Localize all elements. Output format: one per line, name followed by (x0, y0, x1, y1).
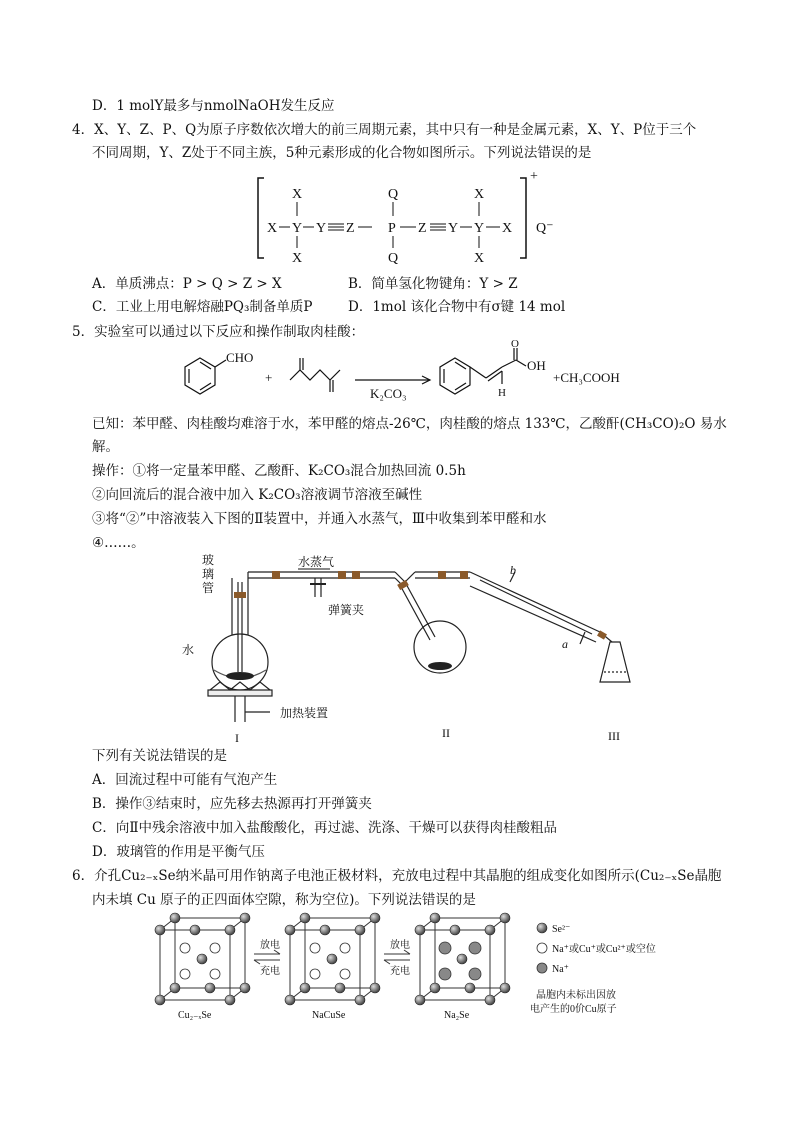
q4-stem-line2: 不同周期，Y、Z处于不同主族，5种元素形成的化合物如图所示。下列说法错误的是 (92, 145, 592, 161)
q5-stem: 5．实验室可以通过以下反应和操作制取肉桂酸： (72, 324, 365, 340)
q4-option-a: A．单质沸点：P > Q > Z > X (92, 276, 282, 292)
svg-text:水蒸气: 水蒸气 (298, 555, 335, 569)
svg-text:O: O (511, 340, 519, 350)
q6-stem-line1: 6．介孔Cu₂₋ₓSe纳米晶可用作钠离子电池正极材料，充放电过程中其晶胞的组成变化如图所示(Cu₂₋ₓSe晶胞 (72, 868, 722, 884)
svg-text:Cu₂₋ₓSe: Cu₂₋ₓSe (178, 1010, 212, 1021)
svg-text:弹簧夹: 弹簧夹 (328, 603, 365, 617)
q4-option-b: B．简单氢化物键角：Y > Z (348, 276, 518, 292)
svg-text:加热装置: 加热装置 (280, 706, 329, 720)
q5-apparatus-diagram (180, 552, 650, 747)
q4-anion: Q⁻ (536, 221, 554, 236)
q6-stem-line2: 内未填 Cu 原子的正四面体空隙，称为空位)。下列说法错误的是 (92, 892, 476, 908)
q5-op4: ④……。 (92, 535, 145, 551)
q5-question: 下列有关说法错误的是 (92, 748, 227, 764)
svg-text:NaCuSe: NaCuSe (312, 1010, 346, 1021)
svg-text:电产生的0价Cu原子: 电产生的0价Cu原子 (530, 1004, 617, 1015)
q3-option-d: D．1 molY最多与nmolNaOH发生反应 (92, 98, 335, 114)
q4-structure-formula (250, 168, 570, 268)
svg-text:Se²⁻: Se²⁻ (552, 924, 571, 935)
svg-text:Y: Y (448, 221, 459, 236)
q4-stem-line1: 4．X、Y、Z、P、Q为原子序数依次增大的前三周期元素，其中只有一种是金属元素，X、Y、P位于三个 (72, 122, 697, 138)
svg-text:Y: Y (474, 221, 485, 236)
svg-text:Z: Z (418, 221, 427, 236)
svg-text:Na⁺: Na⁺ (552, 964, 569, 975)
q5-option-b: B．操作③结束时，应先移去热源再打开弹簧夹 (92, 796, 372, 812)
q6-crystal-diagram (150, 910, 710, 1025)
svg-text:Y: Y (292, 221, 303, 236)
svg-text:K₂CO₃: K₂CO₃ (370, 386, 407, 401)
svg-text:CHO: CHO (226, 350, 254, 365)
svg-text:充电: 充电 (390, 966, 410, 977)
svg-text:管: 管 (202, 581, 215, 595)
svg-text:I: I (235, 731, 239, 745)
svg-text:Q: Q (388, 187, 399, 202)
svg-text:水: 水 (182, 643, 195, 657)
svg-text:充电: 充电 (260, 966, 280, 977)
svg-text:OH: OH (527, 358, 546, 373)
q4-option-d: D．1mol 该化合物中有σ键 14 mol (348, 299, 566, 315)
q5-option-c: C．向Ⅱ中残余溶液中加入盐酸酸化，再过滤、洗涤、干燥可以获得肉桂酸粗品 (92, 820, 558, 836)
q5-op3: ③将“②”中溶液装入下图的Ⅱ装置中，并通入水蒸气，Ⅲ中收集到苯甲醛和水 (92, 511, 547, 527)
q5-known-line1: 已知：苯甲醛、肉桂酸均难溶于水，苯甲醛的熔点-26℃，肉桂酸的熔点 133℃，乙酸酐(CH₃CO)₂O 易水 (92, 416, 727, 432)
svg-text:放电: 放电 (390, 940, 410, 951)
svg-text:Na⁺或Cu⁺或Cu²⁺或空位: Na⁺或Cu⁺或Cu²⁺或空位 (552, 944, 656, 955)
svg-text:III: III (608, 729, 620, 743)
svg-text:X: X (267, 221, 278, 236)
svg-text:+: + (265, 370, 273, 385)
q4-plus: + (530, 169, 538, 184)
svg-text:H: H (498, 387, 506, 399)
svg-text:+CH₃COOH: +CH₃COOH (553, 370, 620, 385)
q5-option-d: D．玻璃管的作用是平衡气压 (92, 844, 265, 860)
svg-text:玻: 玻 (202, 553, 215, 567)
q5-option-a: A．回流过程中可能有气泡产生 (92, 772, 278, 788)
svg-text:璃: 璃 (202, 567, 215, 581)
svg-text:b: b (510, 563, 516, 577)
svg-text:晶胞内未标出因放: 晶胞内未标出因放 (536, 990, 616, 1001)
svg-text:Z: Z (346, 221, 355, 236)
svg-text:Na₂Se: Na₂Se (444, 1010, 470, 1021)
svg-text:X: X (292, 187, 303, 202)
q5-op1: 操作：①将一定量苯甲醛、乙酸酐、K₂CO₃混合加热回流 0.5h (92, 463, 466, 479)
svg-text:X: X (474, 187, 485, 202)
svg-text:II: II (442, 726, 450, 740)
svg-text:放电: 放电 (260, 940, 280, 951)
q5-op2: ②向回流后的混合液中加入 K₂CO₃溶液调节溶液至碱性 (92, 487, 423, 503)
svg-text:P: P (388, 221, 396, 236)
q5-known-line2: 解。 (92, 439, 119, 455)
svg-text:X: X (292, 251, 303, 266)
svg-text:a: a (562, 637, 568, 651)
q4-option-c: C．工业上用电解熔融PQ₃制备单质P (92, 299, 313, 315)
q5-reaction-scheme (170, 340, 650, 410)
svg-text:X: X (502, 221, 513, 236)
svg-text:Y: Y (316, 221, 327, 236)
svg-text:Q: Q (388, 251, 399, 266)
svg-text:X: X (474, 251, 485, 266)
